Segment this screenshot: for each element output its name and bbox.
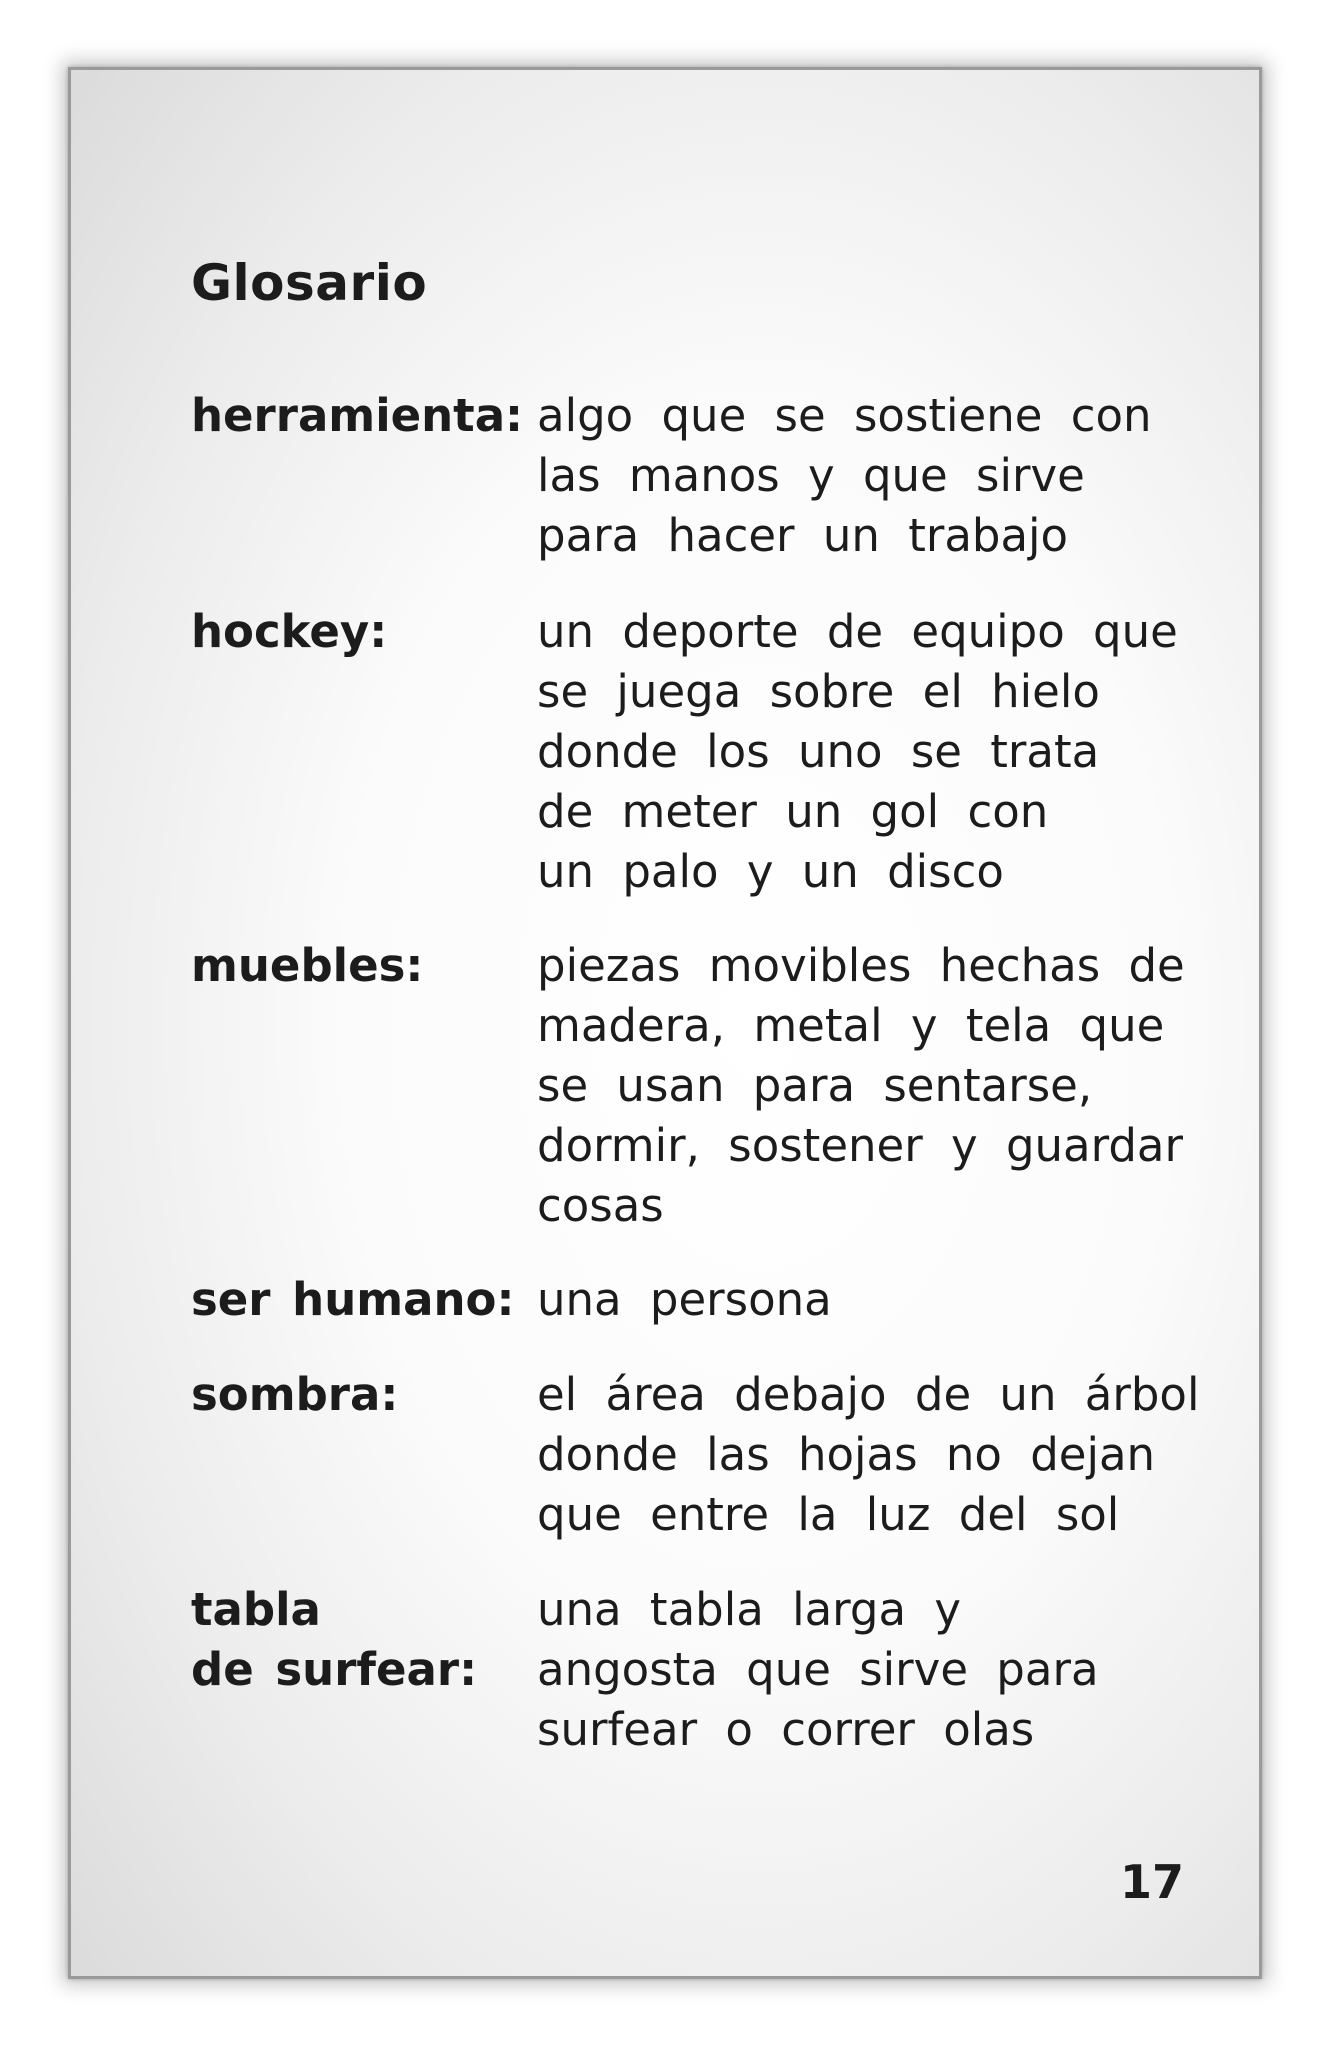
definition-line: angosta que sirve para [537, 1643, 1099, 1696]
definition-line: madera, metal y tela que [537, 999, 1165, 1052]
definition-line: se usan para sentarse, [537, 1059, 1093, 1112]
book-page [68, 67, 1262, 1979]
definition-line: se juega sobre el hielo [537, 665, 1100, 718]
definition-line: piezas movibles hechas de [537, 939, 1185, 992]
definition-line: cosas [537, 1179, 664, 1232]
glossary-term: herramienta: [191, 389, 524, 442]
page-title: Glosario [191, 254, 428, 312]
definition-line: para hacer un trabajo [537, 509, 1069, 562]
definition-line: surfear o correr olas [537, 1703, 1035, 1756]
glossary-term: ser humano: [191, 1273, 515, 1326]
definition-line: donde los uno se trata [537, 725, 1100, 778]
definition-line: que entre la luz del sol [537, 1488, 1120, 1541]
glossary-definition [537, 1580, 1197, 1760]
definition-line: dormir, sostener y guardar [537, 1119, 1183, 1172]
definition-line: las manos y que sirve [537, 449, 1085, 502]
glossary-definition [537, 1365, 1200, 1545]
glossary-term: tabla de surfear: [191, 1583, 478, 1696]
definition-line: de meter un gol con [537, 785, 1049, 838]
page-number: 17 [1119, 1855, 1184, 1909]
glossary-term: sombra: [191, 1368, 399, 1421]
definition-line: un deporte de equipo que [537, 605, 1178, 658]
glossary-term: hockey: [191, 605, 388, 658]
definition-line: donde las hojas no dejan [537, 1428, 1156, 1481]
glossary-definition [537, 936, 1197, 1236]
definition-line: un palo y un disco [537, 845, 1004, 898]
definition-line: una tabla larga y [537, 1583, 961, 1636]
glossary-definition [537, 1270, 1197, 1330]
definition-line: el área debajo de un árbol [537, 1368, 1200, 1421]
definition-line: una persona [537, 1273, 832, 1326]
glossary-definition [537, 386, 1197, 566]
glossary-definition [537, 602, 1197, 902]
glossary-term: muebles: [191, 939, 424, 992]
definition-line: algo que se sostiene con [537, 389, 1152, 442]
